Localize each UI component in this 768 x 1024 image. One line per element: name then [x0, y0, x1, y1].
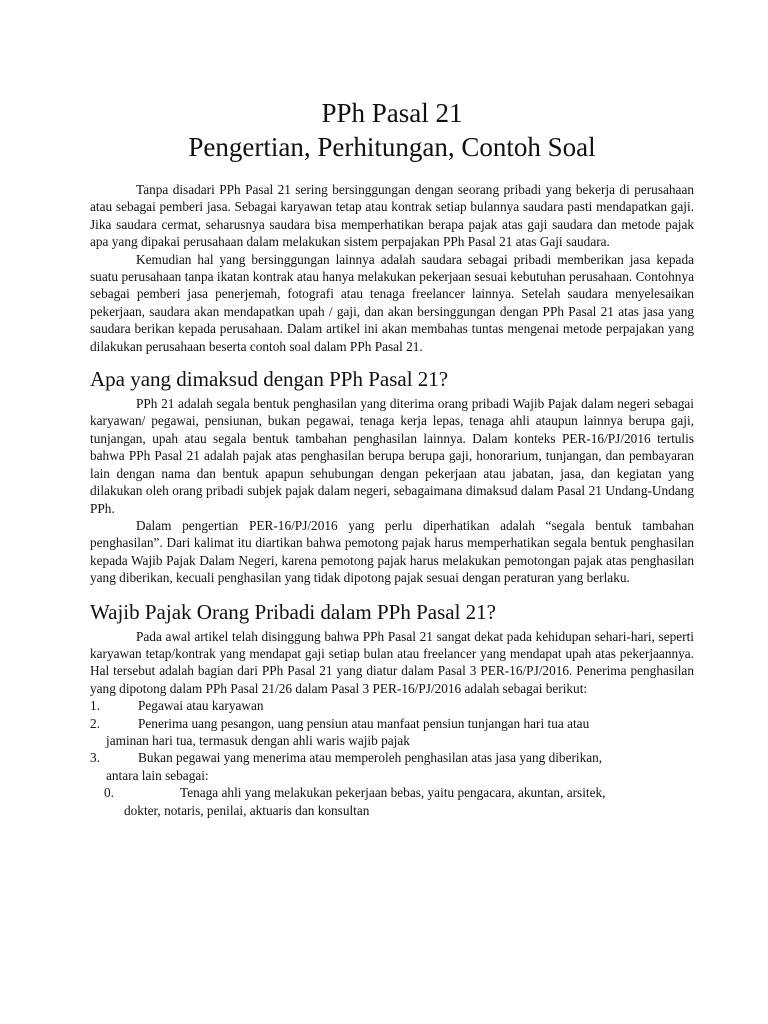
- list-item-number: 1.: [90, 698, 100, 714]
- list-item: [90, 749, 694, 784]
- list-item: [90, 715, 694, 750]
- list-item-text-continued: antara lain sebagai:: [106, 767, 209, 783]
- definition-paragraph-1: PPh 21 adalah segala bentuk penghasilan yang diterima orang pribadi Wajib Pajak dalam negeri sebagai karyawan/ pegawai, pensiunan, bukan pegawai, tenaga kerja lepas, tenaga ahli ataupun lainnya berupa gaji, tunjangan, upah atau segala bentuk tambahan penghasilan lainnya. Dalam konteks PER-16/PJ/2016 tertulis bahwa PPh Pasal 21 adalah pajak atas penghasilan berupa berupa gaji, honorarium, tunjangan, dan pembayaran lain dengan nama dan bentuk apapun sehubungan dengan pekerjaan atau jabatan, jasa, dan kegiatan yang dilakukan oleh orang pribadi subjek pajak dalam negeri, sebagaimana dimaksud dalam Pasal 21 Undang-Undang PPh.: [90, 396, 694, 516]
- document-title: [90, 96, 694, 164]
- intro-paragraph-2: Kemudian hal yang bersinggungan lainnya adalah saudara sebagai pribadi memberikan jasa kepada suatu perusahaan tanpa ikatan kontrak atau hanya melakukan pekerjaan sesuai kebutuhan perusahaan. Contohnya sebagai pemberi jasa penerjemah, fotografi atau tenaga freelancer lainnya. Setelah saudara menyelesaikan pekerjaan, saudara akan mendapatkan upah / gaji, dan akan bersinggungan dengan PPh Pasal 21 atas jasa yang saudara berikan kepada perusahaan. Dalam artikel ini akan membahas tuntas mengenai metode perpajakan yang dilakukan perusahaan beserta contoh soal dalam PPh Pasal 21.: [90, 251, 694, 354]
- document-page: [90, 96, 694, 819]
- list-item-text-continued: jaminan hari tua, termasuk dengan ahli waris wajib pajak: [106, 732, 410, 748]
- list-item-number: 3.: [90, 750, 100, 766]
- sub-list-item: [90, 784, 694, 819]
- sub-list-item-text-continued: dokter, notaris, penilai, aktuaris dan konsultan: [124, 802, 370, 818]
- title-line-1: PPh Pasal 21: [321, 98, 463, 128]
- section-heading-definition: Apa yang dimaksud dengan PPh Pasal 21?: [90, 367, 449, 392]
- sub-list-item-number: 0.: [104, 785, 114, 801]
- intro-paragraph-1: Tanpa disadari PPh Pasal 21 sering bersinggungan dengan seorang pribadi yang bekerja di perusahaan atau sebagai pemberi jasa. Sebagai karyawan tetap atau kontrak setiap bulannya saudara pasti mendapatkan gaji. Jika saudara cermat, seharusnya saudara bisa memperhatikan berapa pajak atas gaji saudara dan metode pajak apa yang dipakai perusahaan dalam melakukan sistem perpajakan PPh Pasal 21 atas Gaji saudara.: [90, 182, 694, 250]
- title-line-2: Pengertian, Perhitungan, Contoh Soal: [188, 132, 596, 162]
- recipient-list: [90, 697, 694, 819]
- sub-list-item-text: Tenaga ahli yang melakukan pekerjaan bebas, yaitu pengacara, akuntan, arsitek,: [180, 785, 606, 801]
- list-item-text: Bukan pegawai yang menerima atau memperoleh penghasilan atas jasa yang diberikan,: [138, 750, 603, 766]
- definition-paragraph-2: Dalam pengertian PER-16/PJ/2016 yang perlu diperhatikan adalah “segala bentuk tambahan penghasilan”. Dari kalimat itu diartikan bahwa pemotong pajak harus memperhatikan segala bentuk penghasilan kepada Wajib Pajak Dalam Negeri, karena pemotong pajak harus melakukan pemotongan pajak atas penghasilan yang diberikan, kecuali penghasilan yang tidak dipotong pajak sesuai dengan peraturan yang berlaku.: [90, 517, 694, 586]
- taxpayer-paragraph-1: Pada awal artikel telah disinggung bahwa PPh Pasal 21 sangat dekat pada kehidupan sehari-hari, seperti karyawan tetap/kontrak yang mendapat gaji setiap bulan atau freelancer yang mendapat upah atas pekerjaannya. Hal tersebut adalah bagian dari PPh Pasal 21 yang diatur dalam Pasal 3 PER-16/PJ/2016. Penerima penghasilan yang dipotong dalam PPh Pasal 21/26 dalam Pasal 3 PER-16/PJ/2016 adalah sebagai berikut:: [90, 628, 694, 696]
- list-item-number: 2.: [90, 715, 100, 731]
- list-item: [90, 697, 694, 714]
- list-item-text: Penerima uang pesangon, uang pensiun atau manfaat pensiun tunjangan hari tua atau: [138, 715, 590, 731]
- list-item-text: Pegawai atau karyawan: [138, 698, 264, 714]
- section-heading-taxpayer: Wajib Pajak Orang Pribadi dalam PPh Pasal 21?: [90, 599, 496, 624]
